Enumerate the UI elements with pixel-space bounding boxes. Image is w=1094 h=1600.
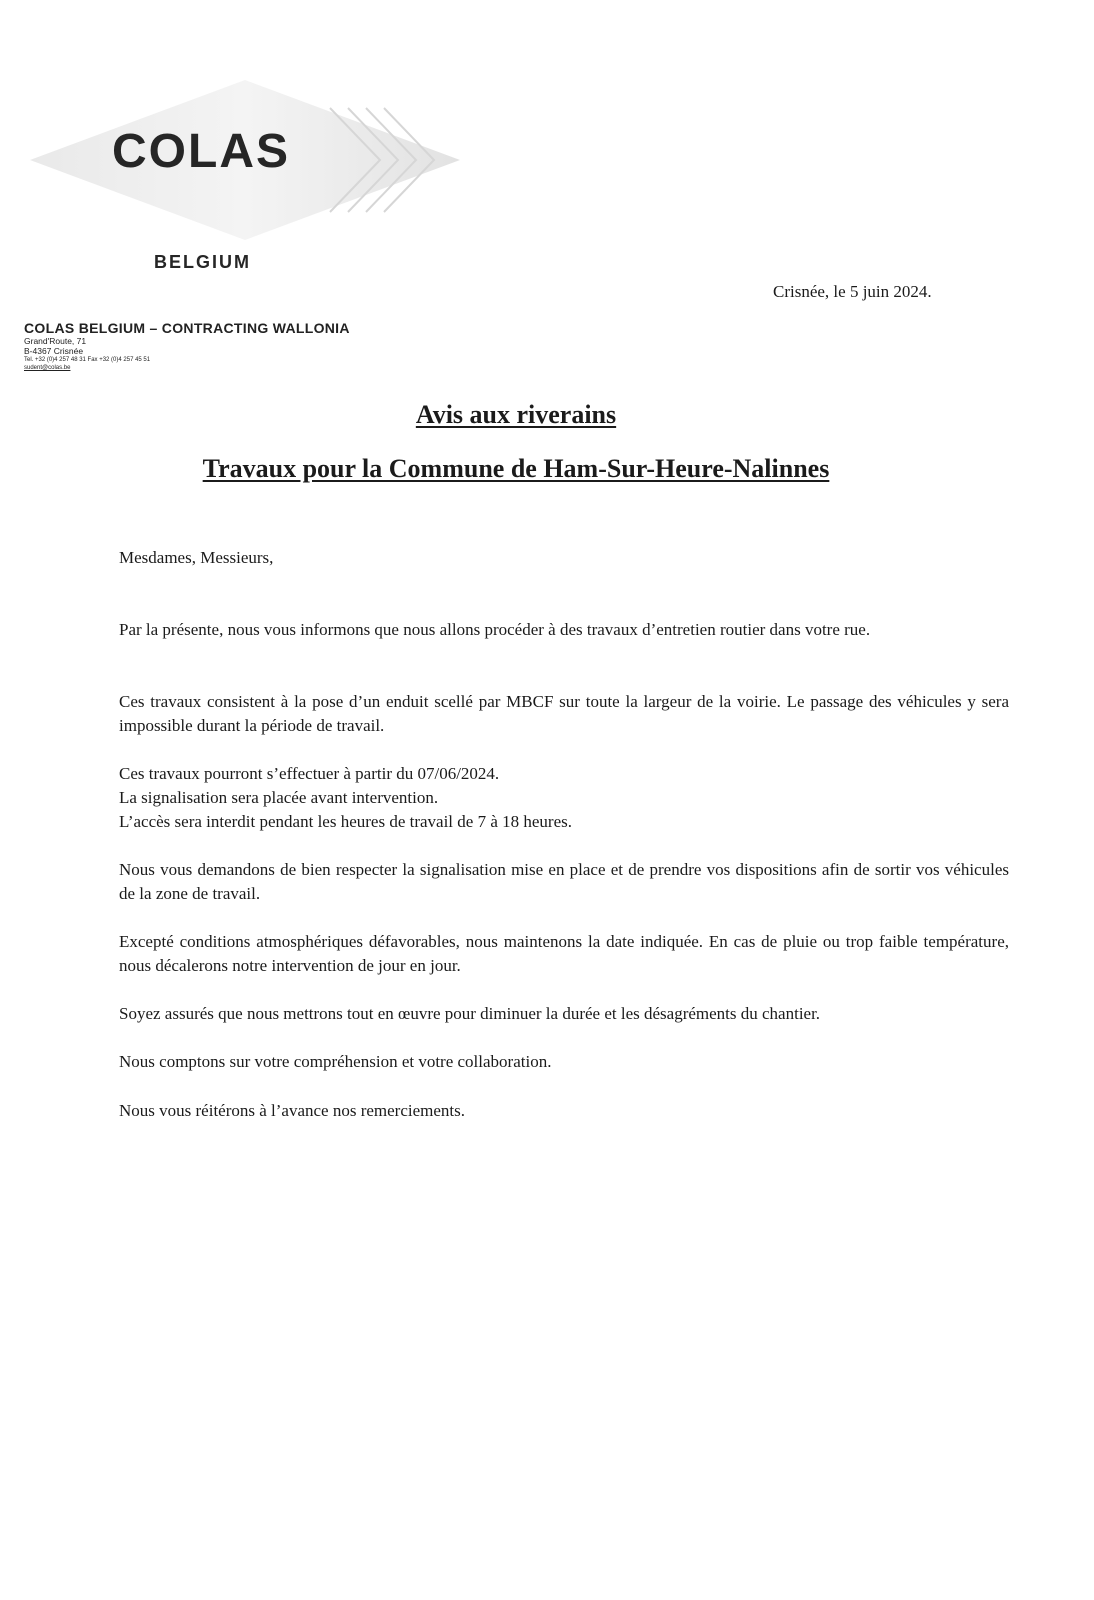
company-address-city: B-4367 Crisnée (24, 346, 84, 356)
paragraph-request: Nous vous demandons de bien respecter la signalisation mise en place et de prendre vos dispositions afin de sortir vos véhicules de la zone de travail. (119, 860, 1009, 903)
paragraph-assurance: Soyez assurés que nous mettrons tout en œuvre pour diminuer la durée et les désagréments du chantier. (119, 1004, 821, 1023)
paragraph-understanding: Nous comptons sur votre compréhension et votre collaboration. (119, 1052, 552, 1071)
company-address-street: Grand'Route, 71 (24, 336, 87, 346)
letter-greeting: Mesdames, Messieurs, (119, 548, 274, 567)
schedule-start-date: Ces travaux pourront s’effectuer à partir du 07/06/2024. (119, 764, 500, 783)
company-name: COLAS BELGIUM – CONTRACTING WALLONIA (24, 320, 350, 336)
paragraph-thanks: Nous vous réitérons à l’avance nos remerciements. (119, 1101, 466, 1120)
notice-title: Avis aux riverains (415, 400, 617, 429)
company-email: sudent@colas.be (24, 365, 71, 371)
logo-wordmark: COLAS (112, 125, 290, 178)
schedule-access-hours: L’accès sera interdit pendant les heures de travail de 7 à 18 heures. (119, 812, 572, 831)
company-phone-fax: Tel. +32 (0)4 257 48 31 Fax +32 (0)4 257 45 51 (24, 357, 151, 363)
paragraph-intro: Par la présente, nous vous informons que nous allons procéder à des travaux d’entretien routier dans votre rue. (119, 620, 871, 639)
logo-subtitle: BELGIUM (154, 252, 251, 272)
colas-logo (30, 80, 460, 240)
company-block (24, 320, 350, 372)
paragraph-weather: Excepté conditions atmosphériques défavorables, nous maintenons la date indiquée. En cas de pluie ou trop faible température, nous décalerons notre intervention de jour en jour. (119, 932, 1009, 975)
paragraph-schedule (119, 762, 1009, 834)
schedule-signage: La signalisation sera placée avant intervention. (119, 788, 439, 807)
letter-date: Crisnée, le 5 juin 2024. (773, 282, 932, 301)
notice-subtitle: Travaux pour la Commune de Ham-Sur-Heure-Nalinnes (202, 454, 830, 483)
paragraph-works-description: Ces travaux consistent à la pose d’un enduit scellé par MBCF sur toute la largeur de la voirie. Le passage des véhicules y sera impossible durant la période de travail. (119, 692, 1009, 735)
